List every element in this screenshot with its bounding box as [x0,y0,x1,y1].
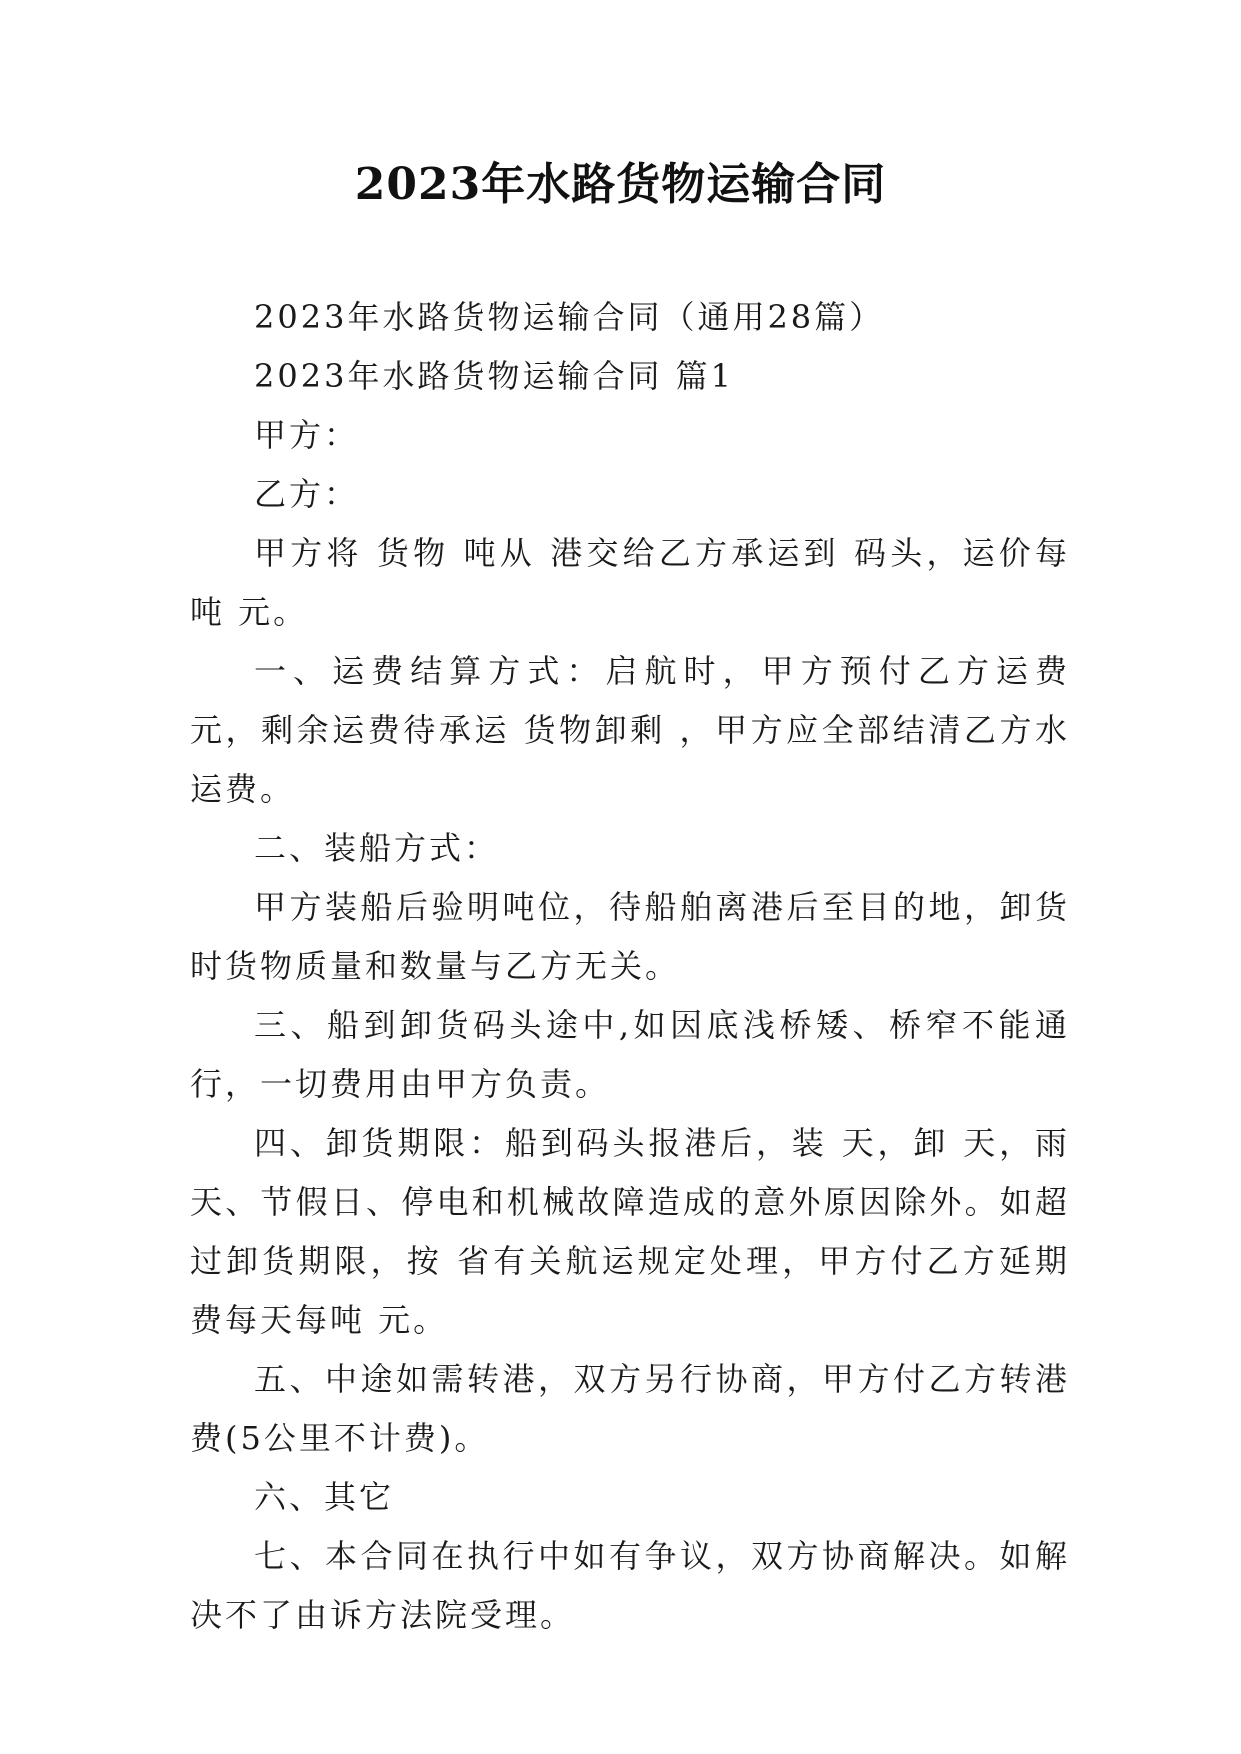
paragraph-intro: 甲方将 货物 吨从 港交给乙方承运到 码头，运价每吨 元。 [190,534,1070,631]
paragraph-party-b: 乙方： [254,475,360,513]
paragraph-subtitle: 2023年水路货物运输合同（通用28篇） [254,298,885,336]
paragraph-clause-4: 四、卸货期限：船到码头报港后，装 天，卸 天，雨天、节假日、停电和机械故障造成的意外原因除外。如超过卸货期限，按 省有关航运规定处理，甲方付乙方延期费每天每吨 元。 [190,1124,1070,1339]
paragraph-clause-2-body: 甲方装船后验明吨位，待船舶离港后至目的地，卸货时货物质量和数量与乙方无关。 [190,888,1070,985]
document-body [190,288,1070,1645]
paragraph-section-heading: 2023年水路货物运输合同 篇1 [254,357,734,395]
paragraph-clause-1: 一、运费结算方式：启航时，甲方预付乙方运费 元，剩余运费待承运 货物卸剩 ，甲方应全部结清乙方水运费。 [190,652,1070,808]
paragraph-clause-6: 六、其它 [254,1478,395,1516]
paragraph-clause-7: 七、本合同在执行中如有争议，双方协商解决。如解决不了由诉方法院受理。 [190,1537,1070,1634]
paragraph-clause-2-heading: 二、装船方式： [254,829,500,867]
paragraph-party-a: 甲方： [254,416,360,454]
paragraph-clause-3: 三、船到卸货码头途中,如因底浅桥矮、桥窄不能通行，一切费用由甲方负责。 [190,1006,1070,1103]
paragraph-clause-5: 五、中途如需转港，双方另行协商，甲方付乙方转港费(5公里不计费)。 [190,1360,1070,1457]
document-title: 2023年水路货物运输合同 [354,159,887,210]
